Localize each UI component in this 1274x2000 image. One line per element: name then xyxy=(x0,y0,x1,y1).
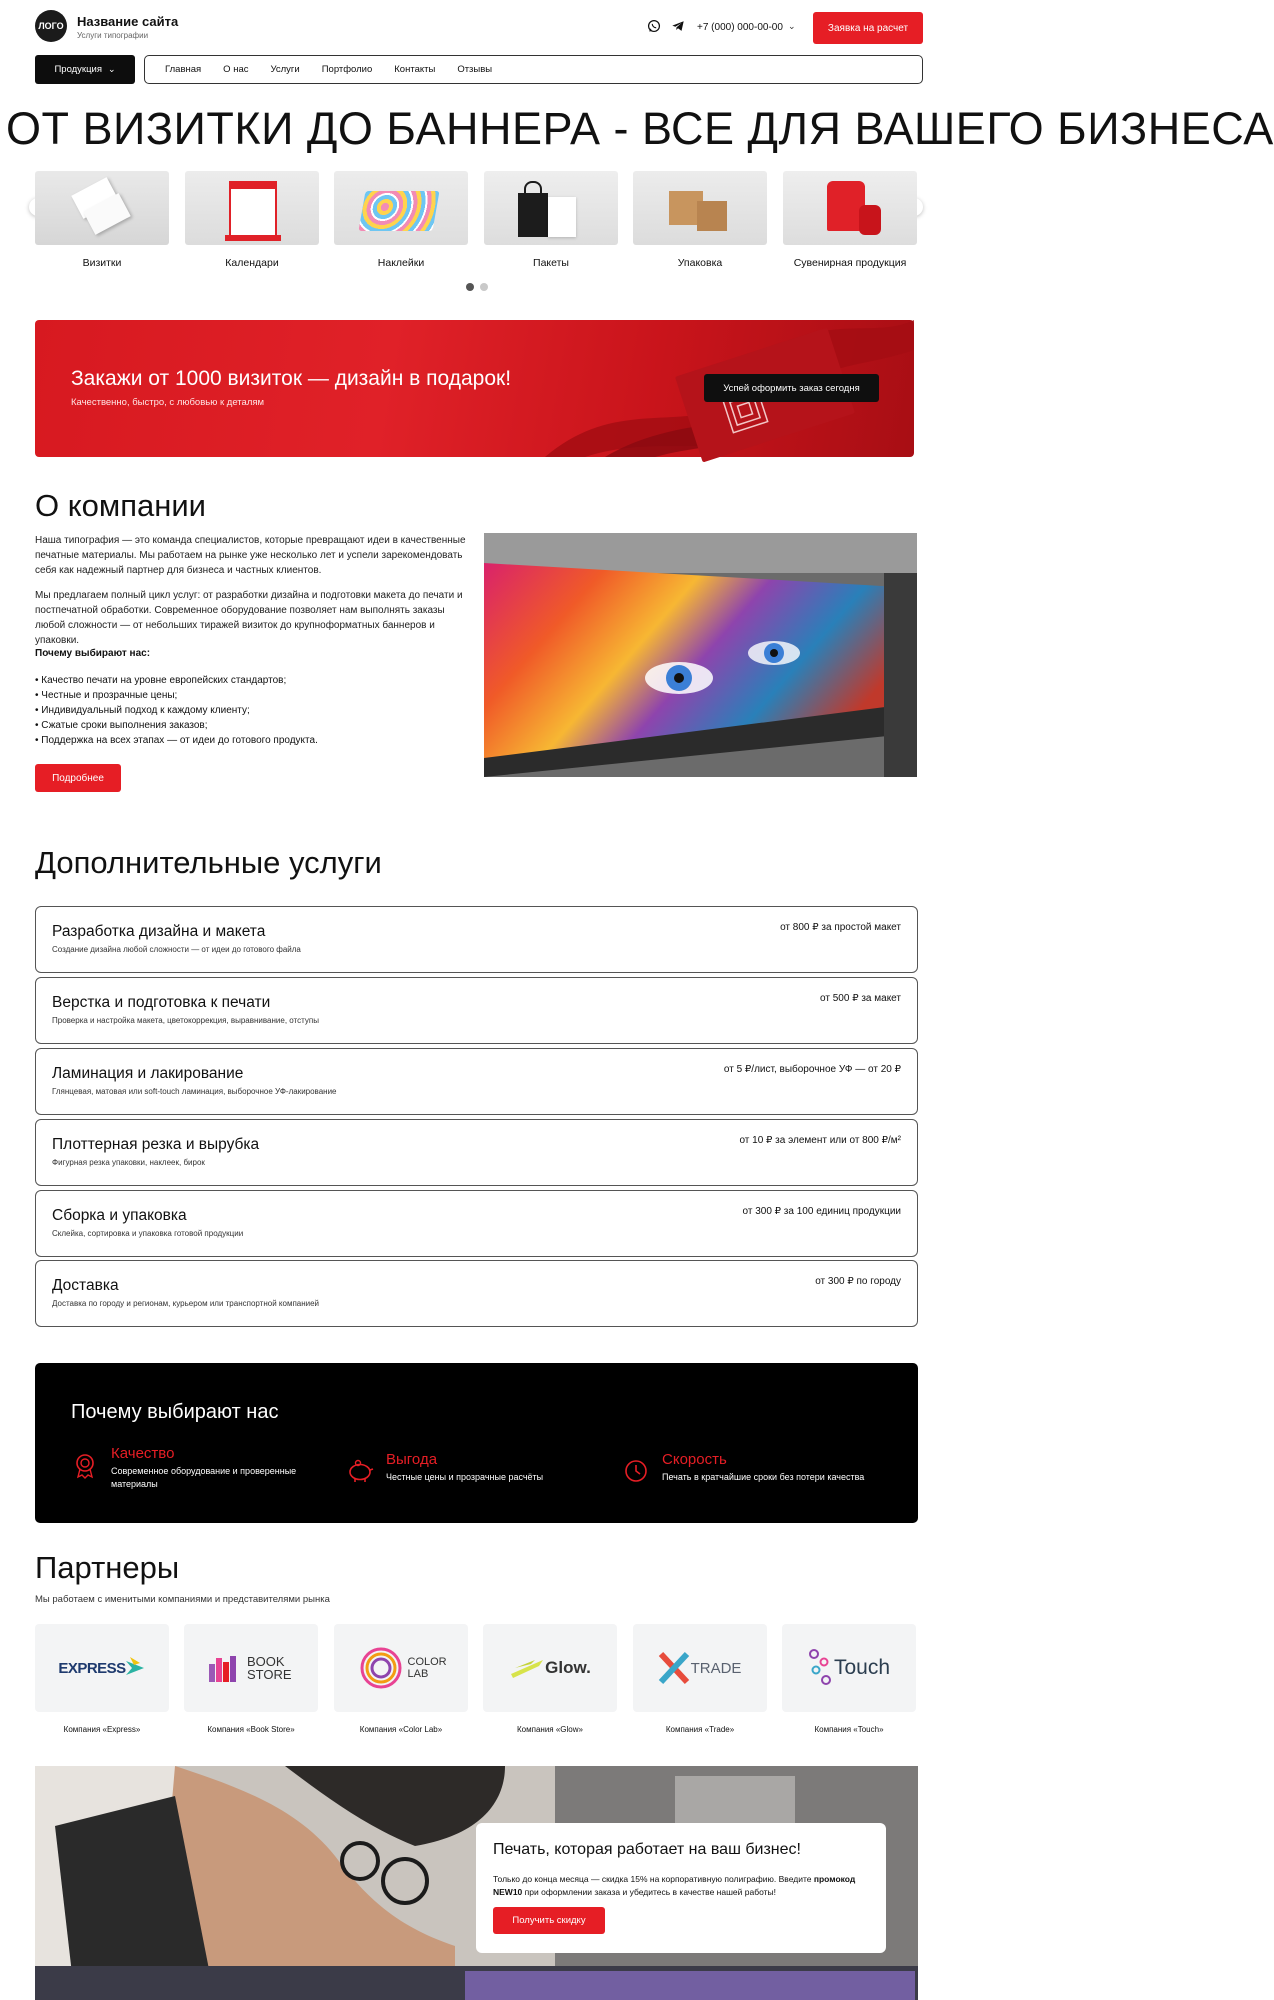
why-item-description: Честные цены и прозрачные расчёты xyxy=(386,1472,544,1482)
marquee-headline: ОТ ВИЗИТКИ ДО БАННЕРА - ВСЕ ДЛЯ ВАШЕГО БИЗНЕСА xyxy=(6,103,1274,154)
partner-logo-touch xyxy=(782,1624,916,1712)
bottom-promo-text-start: Только до конца месяца — скидка 15% на корпоративную полиграфию. Введите xyxy=(493,1874,814,1884)
service-item[interactable] xyxy=(35,977,918,1044)
why-item-title: Скорость xyxy=(662,1451,727,1468)
chevron-down-icon[interactable]: ⌄ xyxy=(788,21,796,31)
nav-item-contacts[interactable]: Контакты xyxy=(394,64,436,75)
promo-subtitle: Качественно, быстро, с любовью к деталям xyxy=(71,397,265,408)
partner-logo-text: EXPRESS xyxy=(58,1659,126,1677)
product-label: Пакеты xyxy=(533,257,569,269)
product-label: Упаковка xyxy=(677,257,723,269)
service-price: от 300 ₽ за 100 единиц продукции xyxy=(742,1206,901,1217)
chevron-down-icon: ⌄ xyxy=(107,64,116,74)
partner-logo-text: TRADE xyxy=(690,1659,742,1677)
glow-mark xyxy=(509,1656,545,1680)
partner-name: Компания «Glow» xyxy=(517,1725,583,1734)
partner-logo-trade xyxy=(633,1624,767,1712)
service-title: Верстка и подготовка к печати xyxy=(52,994,271,1011)
promo-order-button[interactable]: Успей оформить заказ сегодня xyxy=(704,374,879,402)
service-description: Фигурная резка упаковки, наклеек, бирок xyxy=(52,1158,205,1167)
service-item[interactable] xyxy=(35,1119,918,1186)
product-card-calendars[interactable] xyxy=(185,171,319,269)
nav-item-about[interactable]: О нас xyxy=(223,64,249,75)
product-image-souvenirs xyxy=(783,171,917,245)
product-image-bags xyxy=(484,171,618,245)
express-mark xyxy=(126,1657,146,1679)
product-card-souvenirs[interactable] xyxy=(783,171,917,269)
main-nav xyxy=(144,55,923,84)
product-card-bags[interactable] xyxy=(484,171,618,269)
service-price: от 800 ₽ за простой макет xyxy=(780,922,901,933)
promo-banner xyxy=(35,320,914,457)
why-item-title: Выгода xyxy=(386,1451,438,1468)
partner-name: Компания «Touch» xyxy=(814,1725,884,1734)
partner-logo-text: BOOK STORE xyxy=(247,1654,292,1682)
partner-card[interactable] xyxy=(633,1624,767,1734)
partners-title: Партнеры xyxy=(35,1550,180,1585)
touch-dots-mark xyxy=(808,1648,834,1688)
service-item[interactable] xyxy=(35,906,918,973)
service-price: от 5 ₽/лист, выборочное УФ — от 20 ₽ xyxy=(723,1064,901,1075)
service-description: Глянцевая, матовая или soft-touch ламинация, выборочное УФ-лакирование xyxy=(52,1087,337,1096)
service-price: от 300 ₽ по городу xyxy=(815,1276,901,1287)
partner-name: Компания «Color Lab» xyxy=(359,1725,443,1734)
why-us-section xyxy=(35,1363,918,1523)
about-paragraph-1: Наша типография — это команда специалистов, которые превращают идеи в качественные печатные материалы. Мы работаем на рынке уже несколько лет и успели зарекомендовать себя как надежный партнер для бизнеса и частных клиентов. xyxy=(35,535,466,576)
partner-logo-text: Touch xyxy=(833,1656,891,1679)
printer-photo xyxy=(484,533,917,777)
service-description: Создание дизайна любой сложности — от идеи до готового файла xyxy=(52,945,301,954)
service-title: Ламинация и лакирование xyxy=(52,1065,244,1082)
color-rings-mark xyxy=(359,1646,403,1690)
partner-card[interactable] xyxy=(334,1624,468,1734)
product-image-calendars xyxy=(185,171,319,245)
books-mark xyxy=(209,1654,243,1682)
about-title: О компании xyxy=(35,488,206,523)
telegram-icon[interactable] xyxy=(671,19,685,33)
bottom-promo-text-end: при оформлении заказа и убедитесь в качестве нашей работы! xyxy=(522,1887,776,1897)
product-label: Визитки xyxy=(82,257,122,269)
about-benefits-list xyxy=(35,673,318,748)
nav-item-portfolio[interactable]: Портфолио xyxy=(321,64,373,75)
partner-logo-express xyxy=(35,1624,169,1712)
why-us-title: Почему выбирают нас xyxy=(71,1401,279,1423)
about-more-button[interactable]: Подробнее xyxy=(35,764,121,792)
why-item-description: Современное оборудование и проверенные материалы xyxy=(111,1466,297,1489)
product-card-business-cards[interactable] xyxy=(35,171,169,269)
service-description: Проверка и настройка макета, цветокоррекция, выравнивание, отступы xyxy=(52,1016,319,1025)
product-image-stickers xyxy=(334,171,468,245)
bottom-promo-card xyxy=(476,1823,886,1953)
partner-logo-book-store xyxy=(184,1624,318,1712)
bottom-promo-banner xyxy=(35,1766,918,2000)
service-item[interactable] xyxy=(35,1048,918,1115)
site-subtitle: Услуги типографии xyxy=(77,31,149,40)
products-menu-label: Продукция xyxy=(54,64,102,75)
clock-icon xyxy=(622,1457,650,1485)
site-header xyxy=(35,10,923,50)
whatsapp-icon[interactable] xyxy=(647,19,661,33)
piggy-bank-icon xyxy=(346,1457,374,1485)
partner-logo-text: Glow. xyxy=(545,1658,591,1677)
partner-card[interactable] xyxy=(782,1624,916,1734)
service-title: Плоттерная резка и вырубка xyxy=(52,1136,260,1153)
product-card-packaging[interactable] xyxy=(633,171,767,269)
about-paragraph-2: Мы предлагаем полный цикл услуг: от разработки дизайна и подготовки макета до печати и постпечатной обработки. Современное оборудование позволяет нам выполнять заказы любой сложности — от небольших тиражей визиток до крупноформатных баннеров и упаковки. xyxy=(35,590,463,646)
trade-x-mark xyxy=(659,1652,689,1684)
promo-title: Закажи от 1000 визиток — дизайн в подарок! xyxy=(71,367,512,390)
carousel-dot[interactable] xyxy=(480,283,488,291)
bottom-promo-title: Печать, которая работает на ваш бизнес! xyxy=(493,1841,801,1858)
why-item-title: Качество xyxy=(111,1445,175,1462)
partner-name: Компания «Express» xyxy=(63,1725,141,1734)
product-label: Наклейки xyxy=(377,257,425,269)
nav-item-services[interactable]: Услуги xyxy=(270,64,300,75)
list-item: • Честные и прозрачные цены; xyxy=(35,690,178,701)
service-item[interactable] xyxy=(35,1190,918,1257)
partner-card[interactable] xyxy=(35,1624,169,1734)
product-label: Сувенирная продукция xyxy=(793,257,907,269)
product-label: Календари xyxy=(225,257,279,269)
service-price: от 10 ₽ за элемент или от 800 ₽/м² xyxy=(739,1135,901,1146)
service-title: Сборка и упаковка xyxy=(52,1207,187,1224)
list-item: • Индивидуальный подход к каждому клиенту; xyxy=(35,705,250,716)
service-item[interactable] xyxy=(35,1260,918,1327)
services-title: Дополнительные услуги xyxy=(35,845,382,880)
phone-number[interactable]: +7 (000) 000-00-00 xyxy=(697,22,783,33)
request-quote-button[interactable]: Заявка на расчет xyxy=(813,12,923,44)
products-menu-button[interactable] xyxy=(35,55,135,84)
partners-subtitle: Мы работаем с именитыми компаниями и представителями рынка xyxy=(35,1594,330,1605)
site-name[interactable]: Название сайта xyxy=(77,14,179,29)
list-item: • Поддержка на всех этапах — от идеи до готового продукта. xyxy=(35,735,318,746)
why-item-description: Печать в кратчайшие сроки без потери качества xyxy=(662,1472,865,1482)
partner-card[interactable] xyxy=(483,1624,617,1734)
partner-logo-text: COLOR LAB xyxy=(407,1656,447,1680)
about-why-title: Почему выбирают нас: xyxy=(35,648,151,659)
bottom-promo-text xyxy=(493,1873,873,1899)
product-image-business-cards xyxy=(35,171,169,245)
partner-logo-color-lab xyxy=(334,1624,468,1712)
partner-name: Компания «Book Store» xyxy=(207,1725,295,1734)
partner-logo-glow xyxy=(483,1624,617,1712)
service-title: Разработка дизайна и макета xyxy=(52,923,266,940)
product-image-packaging xyxy=(633,171,767,245)
service-description: Доставка по городу и регионам, курьером или транспортной компанией xyxy=(52,1299,320,1308)
promo-code: промокод NEW10 xyxy=(493,1874,856,1897)
service-description: Склейка, сортировка и упаковка готовой продукции xyxy=(52,1229,244,1238)
nav-item-home[interactable]: Главная xyxy=(165,64,202,75)
nav-item-reviews[interactable]: Отзывы xyxy=(457,64,493,75)
partner-card[interactable] xyxy=(184,1624,318,1734)
medal-icon xyxy=(71,1451,99,1479)
service-title: Доставка xyxy=(52,1277,119,1294)
service-price: от 500 ₽ за макет xyxy=(820,993,901,1004)
partner-name: Компания «Trade» xyxy=(665,1725,735,1734)
list-item: • Сжатые сроки выполнения заказов; xyxy=(35,720,208,731)
logo[interactable]: ЛОГО xyxy=(35,10,67,42)
list-item: • Качество печати на уровне европейских стандартов; xyxy=(35,675,287,686)
get-discount-button[interactable]: Получить скидку xyxy=(493,1907,605,1934)
carousel-dot-active[interactable] xyxy=(466,283,474,291)
product-card-stickers[interactable] xyxy=(334,171,468,269)
